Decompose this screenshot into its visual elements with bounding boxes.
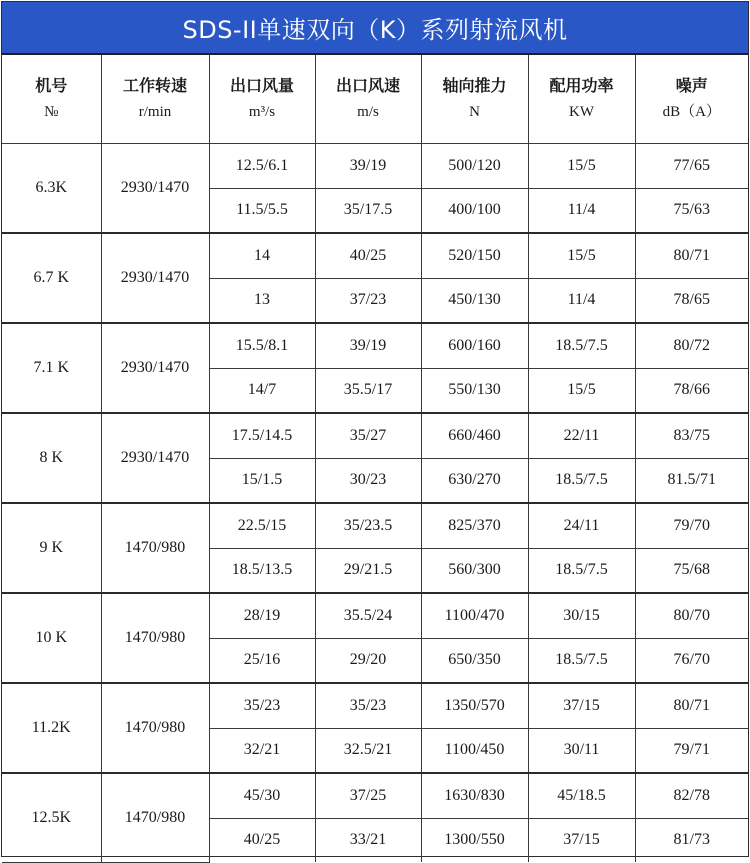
- cell-noise: 79/70: [635, 503, 748, 548]
- cell-flow: 35/23: [209, 683, 315, 728]
- cell-speed: 2930/1470: [101, 413, 209, 503]
- cell-speed: 1470/980: [101, 593, 209, 683]
- cell-model: 10 K: [2, 593, 101, 683]
- cell-velocity: 35.5/17: [315, 368, 421, 413]
- cell-noise: 80/71: [635, 233, 748, 278]
- cell-flow: 25/16: [209, 638, 315, 683]
- cell-thrust: 650/350: [421, 638, 528, 683]
- cell-velocity: 35/23.5: [315, 503, 421, 548]
- cell-power: 18.5/7.5: [528, 638, 635, 683]
- cell-flow: 14/7: [209, 368, 315, 413]
- col-header-velocity: 出口风速 m/s: [315, 55, 421, 144]
- cell-model: 12.5K: [2, 773, 101, 862]
- cell-thrust: 1300/550: [421, 818, 528, 862]
- cell-noise: 83/75: [635, 413, 748, 458]
- col-header-noise: 噪声 dB（A）: [635, 55, 748, 144]
- table-row: [2, 503, 748, 548]
- col-header-flow: 出口风量 m³/s: [209, 55, 315, 144]
- cell-power: 15/5: [528, 368, 635, 413]
- cell-noise: 75/68: [635, 548, 748, 593]
- cell-power: 11/4: [528, 188, 635, 233]
- cell-flow: 15/1.5: [209, 458, 315, 503]
- col-header-power: 配用功率 KW: [528, 55, 635, 144]
- header-row: [2, 55, 748, 144]
- page-title: SDS-II单速双向（K）系列射流风机: [2, 2, 748, 55]
- cell-thrust: 1100/470: [421, 593, 528, 638]
- cell-velocity: 32.5/21: [315, 728, 421, 773]
- cell-velocity: 35/17.5: [315, 188, 421, 233]
- cell-speed: 2930/1470: [101, 323, 209, 413]
- cell-flow: 12.5/6.1: [209, 144, 315, 189]
- col-header-thrust: 轴向推力 N: [421, 55, 528, 144]
- cell-speed: 2930/1470: [101, 233, 209, 323]
- cell-flow: 28/19: [209, 593, 315, 638]
- cell-power: 11/4: [528, 278, 635, 323]
- cell-thrust: 550/130: [421, 368, 528, 413]
- cell-noise: 80/70: [635, 593, 748, 638]
- cell-model: 7.1 K: [2, 323, 101, 413]
- cell-velocity: 39/19: [315, 144, 421, 189]
- cell-noise: 82/78: [635, 773, 748, 818]
- cell-power: 45/18.5: [528, 773, 635, 818]
- cell-model: 8 K: [2, 413, 101, 503]
- cell-velocity: 37/25: [315, 773, 421, 818]
- table-row: [2, 593, 748, 638]
- cell-flow: 11.5/5.5: [209, 188, 315, 233]
- cell-power: 15/5: [528, 144, 635, 189]
- cell-noise: 78/66: [635, 368, 748, 413]
- cell-velocity: 30/23: [315, 458, 421, 503]
- cell-noise: 75/63: [635, 188, 748, 233]
- col-header-model: 机号 №: [2, 55, 101, 144]
- cell-power: 18.5/7.5: [528, 323, 635, 368]
- table-row: [2, 773, 748, 818]
- cell-flow: 15.5/8.1: [209, 323, 315, 368]
- cell-noise: 80/72: [635, 323, 748, 368]
- cell-noise: 81.5/71: [635, 458, 748, 503]
- cell-thrust: 1350/570: [421, 683, 528, 728]
- cell-power: 30/11: [528, 728, 635, 773]
- cell-flow: 14: [209, 233, 315, 278]
- cell-flow: 13: [209, 278, 315, 323]
- table-row: [2, 233, 748, 278]
- cell-velocity: 29/21.5: [315, 548, 421, 593]
- cell-velocity: 39/19: [315, 323, 421, 368]
- cell-power: 18.5/7.5: [528, 548, 635, 593]
- cell-velocity: 35.5/24: [315, 593, 421, 638]
- table-row: [2, 323, 748, 368]
- cell-thrust: 1100/450: [421, 728, 528, 773]
- cell-thrust: 500/120: [421, 144, 528, 189]
- cell-speed: 2930/1470: [101, 144, 209, 234]
- cell-power: 37/15: [528, 818, 635, 862]
- cell-flow: 22.5/15: [209, 503, 315, 548]
- cell-power: 37/15: [528, 683, 635, 728]
- cell-model: 9 K: [2, 503, 101, 593]
- cell-flow: 17.5/14.5: [209, 413, 315, 458]
- cell-noise: 78/65: [635, 278, 748, 323]
- cell-thrust: 520/150: [421, 233, 528, 278]
- table-row: [2, 683, 748, 728]
- cell-power: 30/15: [528, 593, 635, 638]
- cell-velocity: 33/21: [315, 818, 421, 862]
- cell-speed: 1470/980: [101, 503, 209, 593]
- cell-model: 6.7 K: [2, 233, 101, 323]
- cell-flow: 45/30: [209, 773, 315, 818]
- cell-thrust: 1630/830: [421, 773, 528, 818]
- cell-model: 11.2K: [2, 683, 101, 773]
- cell-noise: 77/65: [635, 144, 748, 189]
- cell-thrust: 825/370: [421, 503, 528, 548]
- cell-thrust: 660/460: [421, 413, 528, 458]
- cell-velocity: 35/27: [315, 413, 421, 458]
- cell-thrust: 600/160: [421, 323, 528, 368]
- table-body: [2, 144, 748, 863]
- cell-velocity: 40/25: [315, 233, 421, 278]
- col-header-speed: 工作转速 r/min: [101, 55, 209, 144]
- cell-velocity: 35/23: [315, 683, 421, 728]
- cell-power: 18.5/7.5: [528, 458, 635, 503]
- cell-noise: 76/70: [635, 638, 748, 683]
- cell-velocity: 29/20: [315, 638, 421, 683]
- cell-flow: 40/25: [209, 818, 315, 862]
- table-row: [2, 144, 748, 189]
- cell-velocity: 37/23: [315, 278, 421, 323]
- cell-thrust: 450/130: [421, 278, 528, 323]
- cell-power: 22/11: [528, 413, 635, 458]
- spec-table: [2, 55, 748, 863]
- cell-power: 15/5: [528, 233, 635, 278]
- spec-sheet: [1, 1, 749, 857]
- cell-noise: 81/73: [635, 818, 748, 862]
- cell-thrust: 560/300: [421, 548, 528, 593]
- table-row: [2, 413, 748, 458]
- cell-flow: 32/21: [209, 728, 315, 773]
- cell-speed: 1470/980: [101, 683, 209, 773]
- cell-thrust: 400/100: [421, 188, 528, 233]
- cell-flow: 18.5/13.5: [209, 548, 315, 593]
- cell-speed: 1470/980: [101, 773, 209, 862]
- cell-thrust: 630/270: [421, 458, 528, 503]
- cell-noise: 79/71: [635, 728, 748, 773]
- cell-model: 6.3K: [2, 144, 101, 234]
- cell-power: 24/11: [528, 503, 635, 548]
- cell-noise: 80/71: [635, 683, 748, 728]
